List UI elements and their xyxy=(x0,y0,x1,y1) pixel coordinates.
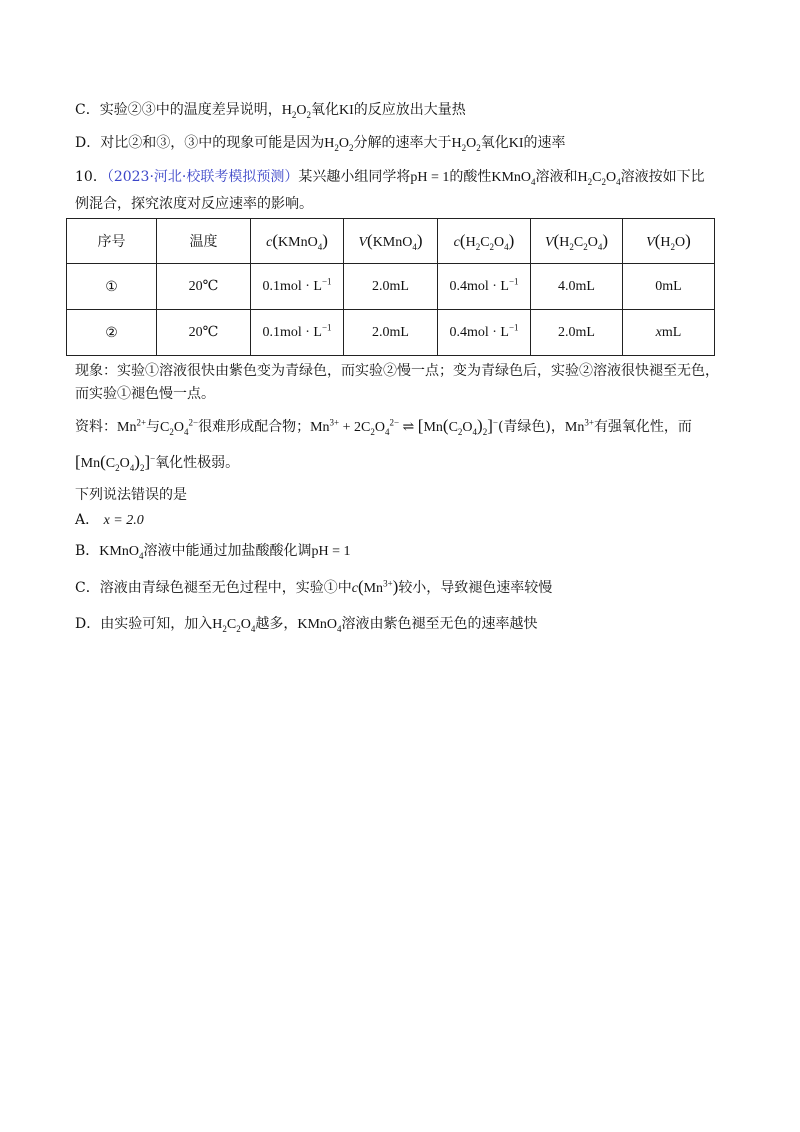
question-source: （2023·河北·校联考模拟预测） xyxy=(106,169,299,185)
q9-option-c: C．实验②③中的温度差异说明，$H_2O_2$氧化KI的反应放出大量热 xyxy=(75,102,466,120)
header-temp: 温度 xyxy=(157,219,251,264)
table-header-row xyxy=(67,219,715,264)
option-a: A． x = 2.0 xyxy=(75,512,144,528)
q9-option-d: D．对比②和③，③中的现象可能是因为$H_2O_2$分解的速率大于$H_2O_2$氧化KI的速率 xyxy=(75,135,566,153)
header-v-kmno4: V(KMnO$_4$) xyxy=(344,219,438,264)
q10-stem-line2: 例混合，探究浓度对反应速率的影响。 xyxy=(75,196,313,212)
phenomenon-line1: 现象：实验①溶液很快由紫色变为青绿色，而实验②慢一点；变为青绿色后，实验②溶液很快褪至无色， xyxy=(75,363,719,379)
info-line1: 资料：$Mn^{2+}$与$C_2O_4^{2-}$很难形成配合物；$Mn^{3+} + 2C_2O_4^{2-}$ ⇌ $[Mn(C_2O_4)_2]^-$(青绿色)，$Mn^{3+}$有强氧化性，而 xyxy=(75,416,692,437)
question-prompt: 下列说法错误的是 xyxy=(75,487,187,503)
header-v-h2c2o4: $V(H_2C_2O_4)$ xyxy=(531,219,623,264)
experiment-table xyxy=(66,218,715,356)
question-number: 10． xyxy=(75,169,107,185)
header-c-h2c2o4: $c(H_2C_2O_4)$ xyxy=(438,219,531,264)
option-b: B．KMnO$_4$溶液中能通过加盐酸酸化调pH = 1 xyxy=(75,543,351,561)
option-d: D．由实验可知，加入$H_2C_2O_4$越多，KMnO$_4$溶液由紫色褪至无色的速率越快 xyxy=(75,616,538,634)
option-c: C．溶液由青绿色褪至无色过程中，实验①中$c(Mn^{3+})$较小，导致褪色速率较慢 xyxy=(75,577,553,596)
table-row: ② 20℃ $0.1mol \cdot L^{-1}$ 2.0mL $0.4mol \cdot L^{-1}$ 2.0mL xmL xyxy=(67,310,715,356)
h2c2o4-formula: $H_2C_2O_4$ xyxy=(212,617,256,634)
h2o2-formula: $H_2O_2$ xyxy=(281,103,311,120)
info-line2: $[Mn(C_2O_4)_2]^-$氧化性极弱。 xyxy=(75,452,240,473)
q10-stem-line1: 10．（2023·河北·校联考模拟预测）某兴趣小组同学将pH = 1的酸性KMnO$_4$溶液和$H_2C_2O_4$溶液按如下比 xyxy=(75,169,705,187)
h2o2-formula: $H_2O_2$ xyxy=(324,136,354,153)
equilibrium-equation: $Mn^{3+} + 2C_2O_4^{2-}$ ⇌ $[Mn(C_2O_4)_2]^-$ xyxy=(310,416,498,437)
header-id: 序号 xyxy=(67,219,157,264)
phenomenon-line2: 而实验①褪色慢一点。 xyxy=(75,386,215,402)
header-v-h2o: $V(H_2O)$ xyxy=(623,219,715,264)
h2o2-formula: $H_2O_2$ xyxy=(451,136,481,153)
h2c2o4-formula: $H_2C_2O_4$ xyxy=(577,170,621,187)
header-c-kmno4: c(KMnO$_4$) xyxy=(251,219,344,264)
table-row: ① 20℃ $0.1mol \cdot L^{-1}$ 2.0mL $0.4mol \cdot L^{-1}$ 4.0mL 0mL xyxy=(67,264,715,310)
